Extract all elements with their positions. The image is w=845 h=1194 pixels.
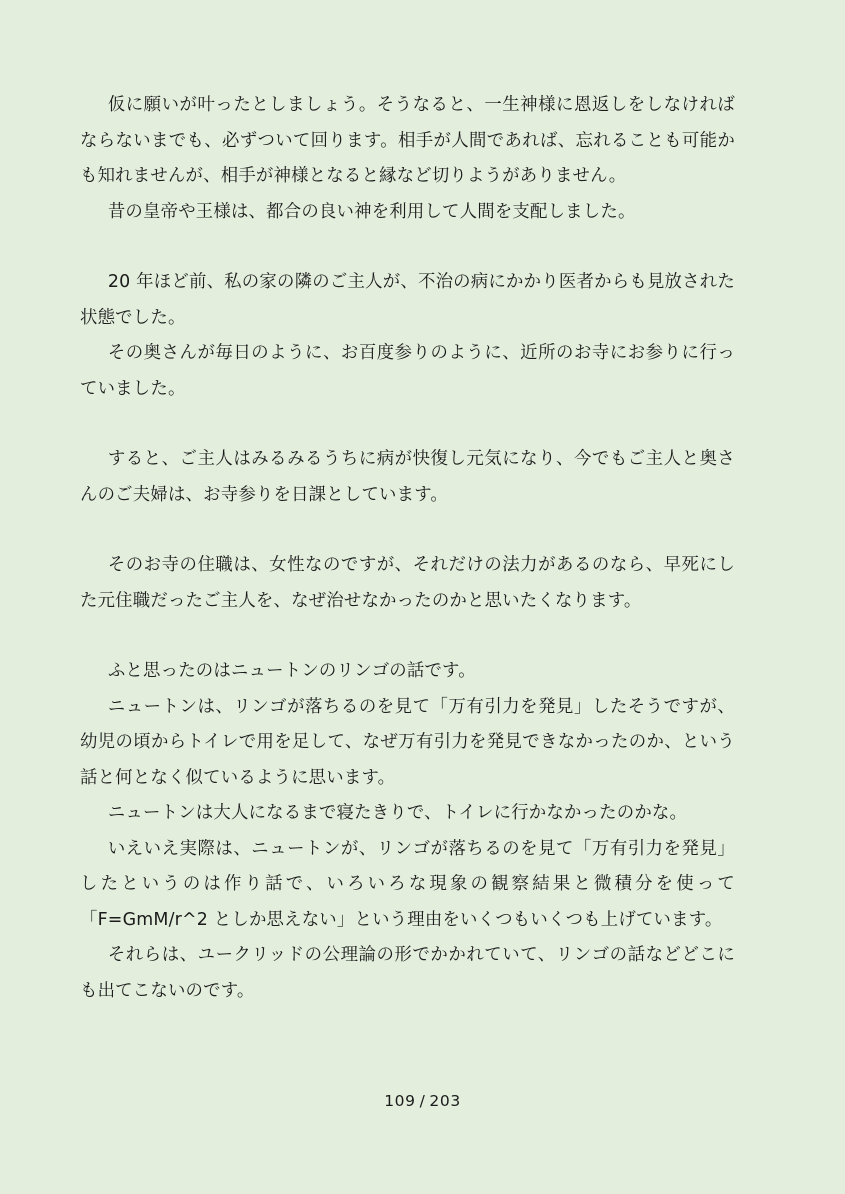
- page-body: [80, 88, 735, 1009]
- paragraph: すると、ご主人はみるみるうちに病が快復し元気になり、今でもご主人と奥さんのご夫婦は、お寺参りを日課としています。: [80, 449, 735, 505]
- total-page-count: 203: [429, 1092, 461, 1110]
- paragraph: 仮に願いが叶ったとしましょう。そうなると、一生神様に恩返しをしなければならないまでも、必ずついて回ります。相手が人間であれば、忘れることも可能かも知れませんが、相手が神様となると縁など切りようがありません。: [80, 95, 735, 186]
- paragraph: 昔の皇帝や王様は、都合の良い神を利用して人間を支配しました。: [107, 201, 636, 222]
- paragraph: その奥さんが毎日のように、お百度参りのように、近所のお寺にお参りに行っていました。: [80, 343, 735, 399]
- page-separator: /: [419, 1092, 426, 1110]
- paragraph: ふと思ったのはニュートンのリンゴの話です。: [107, 661, 476, 681]
- paragraph: ニュートンは大人になるまで寝たきりで、トイレに行かなかったのかな。: [107, 803, 688, 823]
- current-page-number: 109: [384, 1092, 416, 1110]
- paragraph: いえいえ実際は、ニュートンが、リンゴが落ちるのを見て「万有引力を発見」したというのは作り話で、いろいろな現象の観察結果と微積分を使って「F=GmM/r^2 としか思えない」という理由をいくつもいくつも上げています。: [80, 838, 735, 930]
- paragraph: それらは、ユークリッドの公理論の形でかかれていて、リンゴの話などどこにも出てこないのです。: [80, 945, 735, 1001]
- page-footer: [0, 1092, 845, 1110]
- paragraph: そのお寺の住職は、女性なのですが、それだけの法力があるのなら、早死にした元住職だったご主人を、なぜ治せなかったのかと思いたくなります。: [80, 555, 735, 611]
- paragraph: ニュートンは、リンゴが落ちるのを見て「万有引力を発見」したそうですが、幼児の頃からトイレで用を足して、なぜ万有引力を発見できなかったのか、という話と何となく似ているように思います。: [80, 696, 735, 788]
- paragraph: 20 年ほど前、私の家の隣のご主人が、不治の病にかかり医者からも見放された状態でした。: [80, 272, 735, 328]
